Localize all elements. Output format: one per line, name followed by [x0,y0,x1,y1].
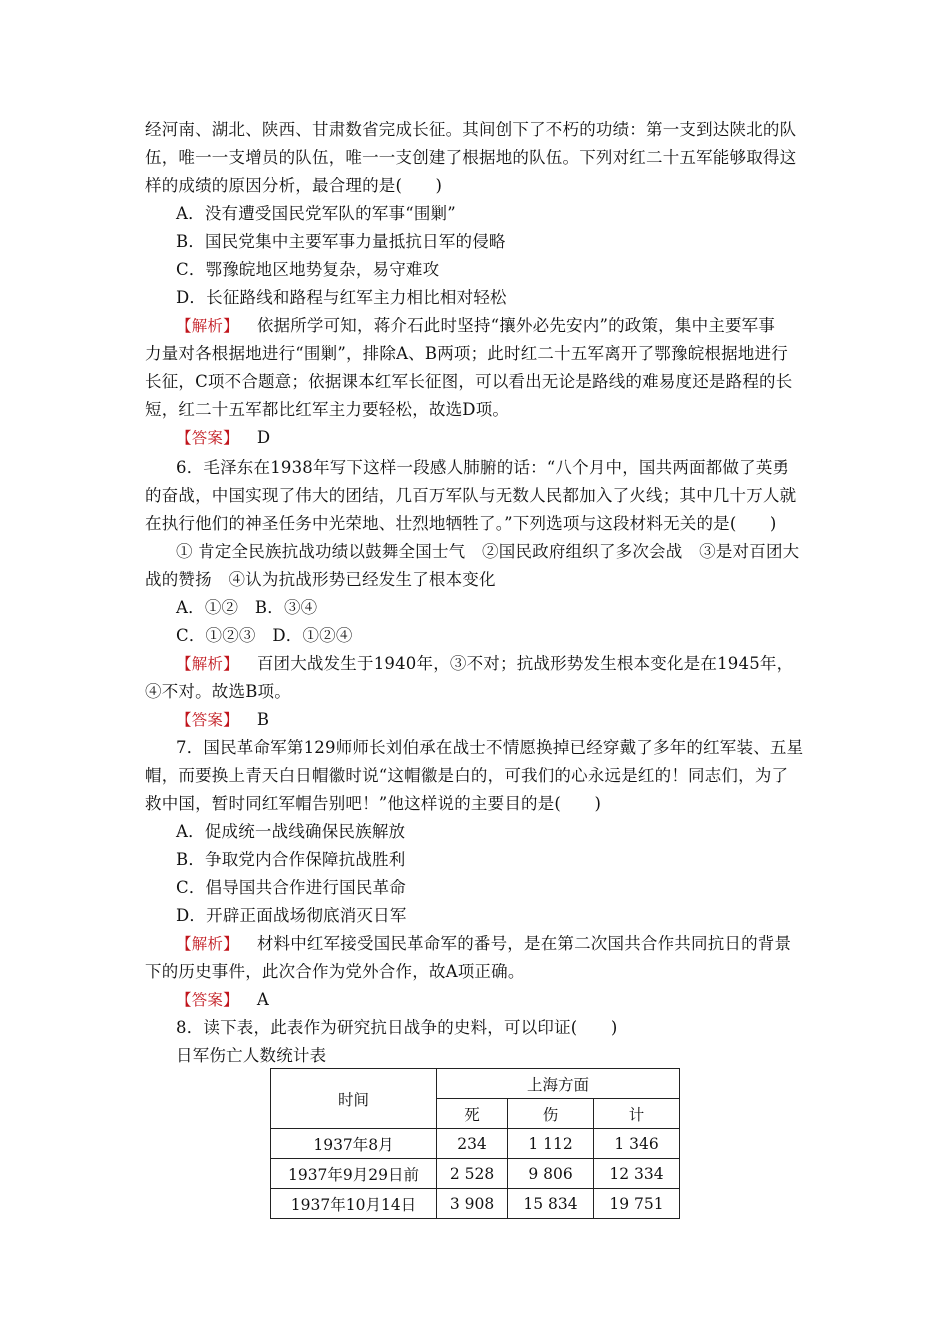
table-cell: 1 112 [508,1129,594,1159]
q5-stem-line: 伍，唯一一支增员的队伍，唯一一支创建了根据地的队伍。下列对红二十五军能够取得这 [145,148,797,167]
q7-analysis-line [176,934,791,954]
q6-stem-line: 6．毛泽东在1938年写下这样一段感人肺腑的话：“八个月中，国共两面都做了英勇 [176,458,790,477]
table-row [271,1129,680,1159]
q7-stem-line: 救中国，暂时同红军帽告别吧！”他这样说的主要目的是( ) [145,794,602,813]
table-cell: 1937年8月 [271,1129,437,1159]
q7-analysis-line: 下的历史事件，此次合作为党外合作，故A项正确。 [145,962,525,981]
table-subheader: 死 [437,1099,508,1129]
q5-stem-line: 经河南、湖北、陕西、甘肃数省完成长征。其间创下了不朽的功绩：第一支到达陕北的队 [145,120,797,139]
table-cell: 1937年10月14日 [271,1189,437,1219]
table-cell: 1937年9月29日前 [271,1159,437,1189]
analysis-label: 【解析】 [176,935,239,953]
table-header-time: 时间 [271,1069,437,1129]
answer-label: 【答案】 [176,429,239,447]
analysis-label: 【解析】 [176,655,239,673]
q7-option-c: C．倡导国共合作进行国民革命 [176,878,406,897]
table-cell: 19 751 [594,1189,680,1219]
table-cell: 1 346 [594,1129,680,1159]
q7-option-d: D．开辟正面战场彻底消灭日军 [176,906,407,925]
casualty-table [270,1068,680,1219]
analysis-label: 【解析】 [176,317,239,335]
table-row [271,1189,680,1219]
answer-value: B [256,710,270,729]
table-cell: 12 334 [594,1159,680,1189]
table-header-group: 上海方面 [437,1069,680,1099]
table-cell: 15 834 [508,1189,594,1219]
q7-answer-line [176,990,269,1010]
q6-stem-line: 在执行他们的神圣任务中光荣地、壮烈地牺牲了。”下列选项与这段材料无关的是( ) [145,514,777,533]
q7-option-a: A．促成统一战线确保民族解放 [176,822,406,841]
table-subheader: 计 [594,1099,680,1129]
answer-label: 【答案】 [176,711,239,729]
table-header-row [271,1069,680,1099]
q5-analysis-line: 长征，C项不合题意；依据课本红军长征图，可以看出无论是路线的难易度还是路程的长 [145,372,793,391]
analysis-text: 百团大战发生于1940年，③不对；抗战形势发生根本变化是在1945年， [256,654,794,673]
q6-answer-line [176,710,269,730]
q7-option-b: B．争取党内合作保障抗战胜利 [176,850,406,869]
q6-stem-line: 的奋战，中国实现了伟大的团结，几百万军队与无数人民都加入了火线；其中几十万人就 [145,486,797,505]
analysis-text: 依据所学可知，蒋介石此时坚持“攘外必先安内”的政策，集中主要军事 [256,316,776,335]
q5-option-d: D．长征路线和路程与红军主力相比相对轻松 [176,288,507,307]
table-subheader: 伤 [508,1099,594,1129]
q8-table-title: 日军伤亡人数统计表 [176,1046,327,1065]
q6-options-line: C．①②③ D．①②④ [176,626,353,645]
answer-label: 【答案】 [176,991,239,1009]
q6-analysis-line: ④不对。故选B项。 [145,682,291,701]
q5-analysis-line: 力量对各根据地进行“围剿”，排除A、B两项；此时红二十五军离开了鄂豫皖根据地进行 [145,344,788,363]
q6-items-line: 战的赞扬 ④认为抗战形势已经发生了根本变化 [145,570,496,589]
q6-options-line: A．①② B．③④ [176,598,318,617]
table-row [271,1159,680,1189]
q5-option-c: C．鄂豫皖地区地势复杂，易守难攻 [176,260,440,279]
q7-stem-line: 帽，而要换上青天白日帽徽时说“这帽徽是白的，可我们的心永远是红的！同志们，为了 [145,766,789,785]
q5-analysis-line: 短，红二十五军都比红军主力要轻松，故选D项。 [145,400,510,419]
q7-stem-line: 7．国民革命军第129师师长刘伯承在战士不情愿换掉已经穿戴了多年的红军装、五星 [176,738,804,757]
answer-value: A [256,990,269,1009]
q8-stem: 8．读下表，此表作为研究抗日战争的史料，可以印证( ) [176,1018,618,1037]
q6-items-line: ① 肯定全民族抗战功绩以鼓舞全国士气 ②国民政府组织了多次会战 ③是对百团大 [176,542,800,561]
q5-option-a: A．没有遭受国民党军队的军事“围剿” [176,204,456,223]
table-cell: 3 908 [437,1189,508,1219]
q5-answer-line [176,428,270,448]
answer-value: D [256,428,271,447]
q5-option-b: B．国民党集中主要军事力量抵抗日军的侵略 [176,232,506,251]
q5-analysis-line [176,316,775,336]
q5-stem-line: 样的成绩的原因分析，最合理的是( ) [145,176,443,195]
table-cell: 9 806 [508,1159,594,1189]
q6-analysis-line [176,654,793,674]
analysis-text: 材料中红军接受国民革命军的番号，是在第二次国共合作共同抗日的背景 [256,934,792,953]
table-cell: 234 [437,1129,508,1159]
table-cell: 2 528 [437,1159,508,1189]
